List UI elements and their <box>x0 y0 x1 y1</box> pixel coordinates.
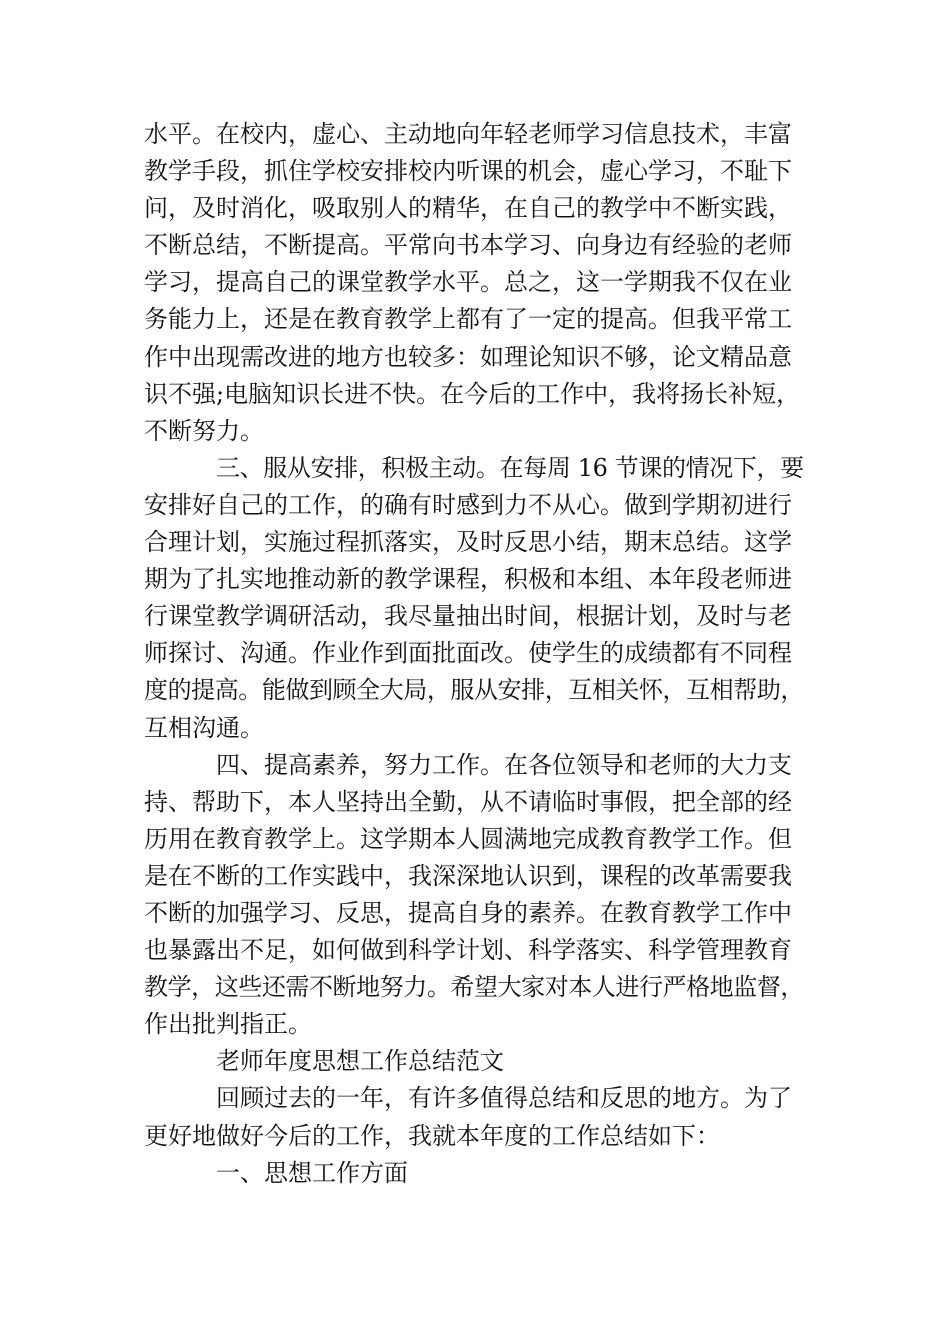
text-line: 不断努力。 <box>144 416 264 445</box>
text-line: 期为了扎实地推动新的教学课程，积极和本组、本年段老师进 <box>144 565 792 594</box>
text-line: 教学，这些还需不断地努力。希望大家对本人进行严格地监督， <box>144 973 804 1002</box>
text-line: 作出批判指正。 <box>144 1010 312 1039</box>
text-line: 务能力上，还是在教育教学上都有了一定的提高。但我平常工 <box>144 305 792 334</box>
text-line: 行课堂教学调研活动，我尽量抽出时间，根据计划，及时与老 <box>144 602 792 631</box>
paragraph-first-line: 四、提高素养，努力工作。在各位领导和老师的大力支 <box>216 750 792 779</box>
text-line: 历用在教育教学上。这学期本人圆满地完成教育教学工作。但 <box>144 824 792 853</box>
text-line: 安排好自己的工作，的确有时感到力不从心。做到学期初进行 <box>144 490 792 519</box>
text-line: 不断总结，不断提高。平常向书本学习、向身边有经验的老师 <box>144 231 792 260</box>
text-line: 更好地做好今后的工作，我就本年度的工作总结如下： <box>144 1121 720 1150</box>
text-line: 互相沟通。 <box>144 713 264 742</box>
text-line: 持、帮助下，本人坚持出全勤，从不请临时事假，把全部的经 <box>144 787 792 816</box>
text-line: 作中出现需改进的地方也较多：如理论知识不够，论文精品意 <box>144 342 792 371</box>
document-body <box>144 116 804 1192</box>
text-line: 合理计划，实施过程抓落实，及时反思小结，期末总结。这学 <box>144 528 792 557</box>
text-line: 识不强;电脑知识长进不快。在今后的工作中，我将扬长补短， <box>144 379 801 408</box>
paragraph-first-line: 三、服从安排，积极主动。在每周 16 节课的情况下，要 <box>216 453 804 482</box>
text-line: 也暴露出不足，如何做到科学计划、科学落实、科学管理教育 <box>144 936 792 965</box>
text-line: 问，及时消化，吸取别人的精华，在自己的教学中不断实践， <box>144 194 792 223</box>
text-line: 度的提高。能做到顾全大局，服从安排，互相关怀，互相帮助， <box>144 676 804 705</box>
text-line: 水平。在校内，虚心、主动地向年轻老师学习信息技术，丰富 <box>144 120 792 148</box>
text-line: 学习，提高自己的课堂教学水平。总之，这一学期我不仅在业 <box>144 268 792 297</box>
paragraph-first-line: 一、思想工作方面 <box>216 1158 408 1187</box>
paragraph-first-line: 老师年度思想工作总结范文 <box>216 1047 504 1076</box>
paragraph-first-line: 回顾过去的一年，有许多值得总结和反思的地方。为了 <box>216 1084 792 1113</box>
text-line: 教学手段，抓住学校安排校内听课的机会，虚心学习，不耻下 <box>144 157 792 186</box>
text-line: 师探讨、沟通。作业作到面批面改。使学生的成绩都有不同程 <box>144 639 792 668</box>
text-line: 是在不断的工作实践中，我深深地认识到，课程的改革需要我 <box>144 861 792 890</box>
text-line: 不断的加强学习、反思，提高自身的素养。在教育教学工作中 <box>144 898 792 927</box>
